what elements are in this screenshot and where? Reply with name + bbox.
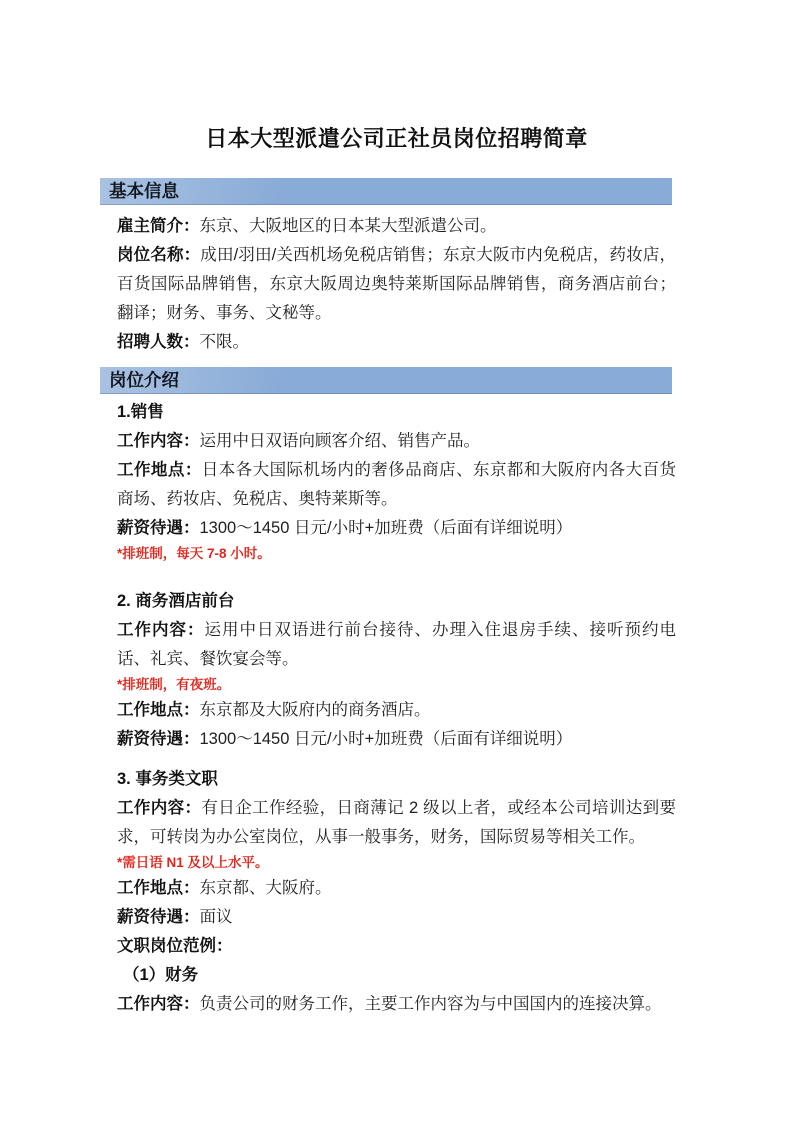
example-finance-content-label: 工作内容： bbox=[117, 995, 200, 1013]
headcount-text: 不限。 bbox=[199, 333, 249, 351]
job-clerical-content-row bbox=[117, 794, 676, 852]
job-clerical-salary-row bbox=[117, 903, 676, 932]
job-sales-content-label: 工作内容： bbox=[117, 432, 200, 450]
job-hotel-salary-label: 薪资待遇： bbox=[117, 730, 200, 748]
job-sales-content-row bbox=[117, 427, 676, 456]
job-clerical-content-label: 工作内容： bbox=[117, 799, 202, 817]
section-header-basic-info bbox=[100, 178, 672, 205]
job-sales-salary-label: 薪资待遇： bbox=[117, 519, 200, 537]
position-names-row bbox=[117, 241, 676, 328]
job-hotel-content-label: 工作内容： bbox=[117, 621, 205, 639]
clerical-examples-heading-label: 文职岗位范例： bbox=[117, 937, 233, 955]
job-hotel-location-text: 东京都及大阪府内的商务酒店。 bbox=[199, 701, 431, 719]
job-section-office-clerical bbox=[117, 765, 676, 1019]
job-section-hotel-front-desk bbox=[117, 587, 676, 754]
job-sales-location-row bbox=[117, 456, 676, 514]
job-clerical-location-label: 工作地点： bbox=[117, 879, 200, 897]
job-sales-location-label: 工作地点： bbox=[117, 461, 202, 479]
job-sales-salary-text: 1300～1450 日元/小时+加班费（后面有详细说明） bbox=[199, 519, 573, 537]
position-names-text: 成田/羽田/关西机场免税店销售；东京大阪市内免税店，药妆店，百货国际品牌销售，东京大阪周边奥特莱斯国际品牌销售，商务酒店前台；翻译；财务、事务、文秘等。 bbox=[117, 246, 677, 322]
section-header-job-intro bbox=[100, 367, 672, 394]
job-clerical-heading: 3. 事务类文职 bbox=[117, 770, 218, 788]
job-hotel-heading: 2. 商务酒店前台 bbox=[117, 592, 235, 610]
job-hotel-location-label: 工作地点： bbox=[117, 701, 200, 719]
job-sales-location-text: 日本各大国际机场内的奢侈品商店、东京都和大阪府内各大百货商场、药妆店、免税店、奥特莱斯等。 bbox=[117, 461, 676, 508]
clerical-examples-heading bbox=[117, 932, 676, 961]
job-hotel-salary-text: 1300～1450 日元/小时+加班费（后面有详细说明） bbox=[199, 730, 573, 748]
job-hotel-content-row bbox=[117, 616, 676, 674]
job-hotel-shift-note: *排班制，有夜班。 bbox=[117, 677, 231, 692]
page-title: 日本大型派遣公司正社员岗位招聘简章 bbox=[205, 126, 588, 151]
example-finance-subheading: （1）财务 bbox=[123, 966, 199, 984]
basic-info-body bbox=[117, 212, 676, 357]
example-finance-content-text: 负责公司的财务工作，主要工作内容为与中国国内的连接决算。 bbox=[199, 995, 662, 1013]
headcount-row bbox=[117, 328, 676, 357]
employer-intro-row bbox=[117, 212, 676, 241]
section-header-basic-info-label: 基本信息 bbox=[109, 181, 179, 201]
job-sales-content-text: 运用中日双语向顾客介绍、销售产品。 bbox=[199, 432, 480, 450]
job-clerical-location-row bbox=[117, 874, 676, 903]
job-hotel-salary-row bbox=[117, 725, 676, 754]
headcount-label: 招聘人数： bbox=[117, 333, 200, 351]
job-clerical-content-text: 有日企工作经验，日商薄记 2 级以上者，或经本公司培训达到要求，可转岗为办公室岗位，从事一般事务，财务，国际贸易等相关工作。 bbox=[117, 799, 676, 846]
job-hotel-location-row bbox=[117, 696, 676, 725]
employer-intro-label: 雇主简介： bbox=[117, 217, 200, 235]
job-intro-body bbox=[117, 398, 676, 1019]
position-names-label: 岗位名称： bbox=[117, 246, 201, 264]
job-clerical-location-text: 东京都、大阪府。 bbox=[199, 879, 332, 897]
job-sales-salary-row bbox=[117, 514, 676, 543]
job-clerical-language-note: *需日语 N1 及以上水平。 bbox=[117, 855, 269, 870]
job-clerical-salary-label: 薪资待遇： bbox=[117, 908, 200, 926]
job-clerical-salary-text: 面议 bbox=[199, 908, 233, 926]
job-sales-heading: 1.销售 bbox=[117, 403, 164, 421]
job-section-sales bbox=[117, 398, 676, 565]
job-sales-shift-note: *排班制，每天 7-8 小时。 bbox=[117, 546, 271, 561]
job-hotel-content-text: 运用中日双语进行前台接待、办理入住退房手续、接听预约电话、礼宾、餐饮宴会等。 bbox=[117, 621, 676, 668]
section-header-job-intro-label: 岗位介绍 bbox=[109, 370, 179, 390]
example-finance-content-row bbox=[117, 990, 676, 1019]
employer-intro-text: 东京、大阪地区的日本某大型派遣公司。 bbox=[199, 217, 497, 235]
